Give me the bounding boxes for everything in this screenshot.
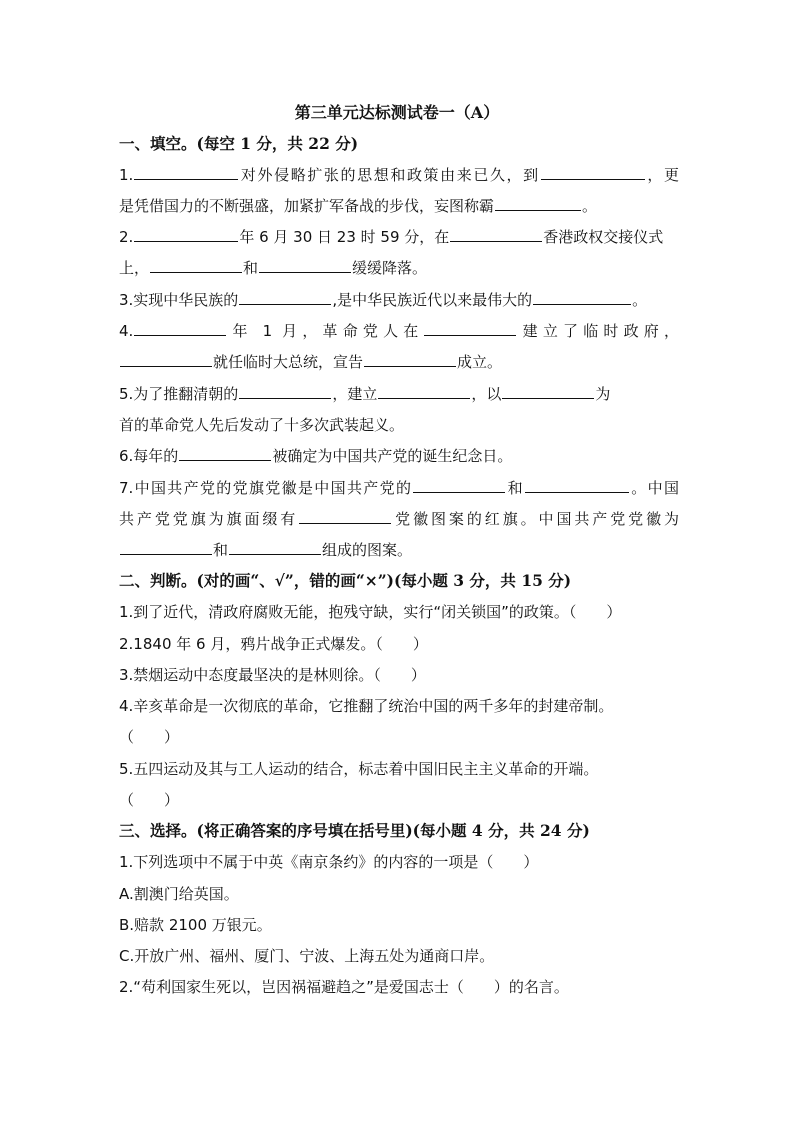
question-1-6: 6.每年的 被确定为中国共产党的诞生纪念日。	[119, 447, 513, 465]
answer-paren[interactable]: （ ）	[119, 791, 180, 809]
answer-blank[interactable]	[378, 384, 470, 399]
question-1-7-cont2: 和 组成的图案。	[119, 540, 679, 560]
answer-blank[interactable]	[502, 384, 594, 399]
question-1-5-cont: 首的革命党人先后发动了十多次武装起义。	[119, 416, 405, 434]
section-1-heading: 一、填空。(每空 1 分，共 22 分)	[119, 134, 359, 153]
answer-blank[interactable]	[533, 290, 631, 305]
question-1-7-cont: 共产党党旗为旗面缀有 党徽图案的红旗。中国共产党党徽为	[119, 510, 679, 528]
answer-blank[interactable]	[495, 196, 581, 211]
question-1-4-cont: 就任临时大总统，宣告 成立。	[119, 352, 679, 372]
judge-question-1: 1.到了近代，清政府腐败无能，抱残守缺，实行“闭关锁国”的政策。（ ）	[119, 603, 622, 621]
answer-blank[interactable]	[134, 165, 238, 180]
choice-option-b: B.赔款 2100 万银元。	[119, 916, 272, 934]
section-2-heading: 二、判断。(对的画“、√”，错的画“×”)(每小题 3 分，共 15 分)	[119, 571, 572, 590]
answer-blank[interactable]	[450, 227, 542, 242]
answer-blank[interactable]	[229, 540, 321, 555]
answer-blank[interactable]	[541, 165, 645, 180]
judge-question-3: 3.禁烟运动中态度最坚决的是林则徐。（ ）	[119, 666, 426, 684]
answer-blank[interactable]	[424, 321, 516, 336]
question-1-2: 2. 年 6 月 30 日 23 时 59 分，在 香港政权交接仪式	[119, 228, 664, 246]
answer-blank[interactable]	[364, 352, 456, 367]
answer-paren[interactable]: （ ）	[119, 728, 180, 746]
judge-question-2: 2.1840 年 6 月，鸦片战争正式爆发。（ ）	[119, 635, 428, 653]
answer-blank[interactable]	[179, 446, 271, 461]
question-1-4: 4. 年 1 月，革命党人在 建立了临时政府，	[119, 322, 679, 340]
answer-blank[interactable]	[150, 258, 242, 273]
choice-option-c: C.开放广州、福州、厦门、宁波、上海五处为通商口岸。	[119, 947, 495, 965]
question-1-1: 1. 对外侵略扩张的思想和政策由来已久，到 ，更	[119, 166, 679, 184]
answer-blank[interactable]	[120, 352, 212, 367]
answer-blank[interactable]	[525, 478, 629, 493]
choice-option-a: A.割澳门给英国。	[119, 885, 239, 903]
page-title: 第三单元达标测试卷一（A）	[294, 103, 500, 122]
answer-blank[interactable]	[259, 258, 351, 273]
question-1-2-cont: 上， 和 缓缓降落。	[119, 259, 428, 277]
answer-blank[interactable]	[413, 478, 505, 493]
answer-blank[interactable]	[299, 509, 391, 524]
choice-question-1: 1.下列选项中不属于中英《南京条约》的内容的一项是（ ）	[119, 853, 539, 871]
section-3-heading: 三、选择。(将正确答案的序号填在括号里)(每小题 4 分，共 24 分)	[119, 821, 590, 840]
answer-blank[interactable]	[134, 321, 226, 336]
choice-question-2: 2.“苟利国家生死以，岂因祸福避趋之”是爱国志士（ ）的名言。	[119, 978, 569, 996]
judge-question-4: 4.辛亥革命是一次彻底的革命，它推翻了统治中国的两千多年的封建帝制。	[119, 697, 614, 715]
question-1-3: 3.实现中华民族的 ,是中华民族近代以来最伟大的 。	[119, 291, 648, 309]
answer-blank[interactable]	[134, 227, 238, 242]
question-1-1-cont: 是凭借国力的不断强盛，加紧扩军备战的步伐，妄图称霸 。	[119, 197, 598, 215]
judge-question-5: 5.五四运动及其与工人运动的结合，标志着中国旧民主主义革命的开端。	[119, 760, 599, 778]
question-1-7: 7.中国共产党的党旗党徽是中国共产党的 和 。中国	[119, 479, 679, 497]
question-1-5: 5.为了推翻清朝的 ，建立 ，以 为	[119, 385, 611, 403]
answer-blank[interactable]	[239, 384, 331, 399]
answer-blank[interactable]	[120, 540, 212, 555]
answer-blank[interactable]	[239, 290, 331, 305]
